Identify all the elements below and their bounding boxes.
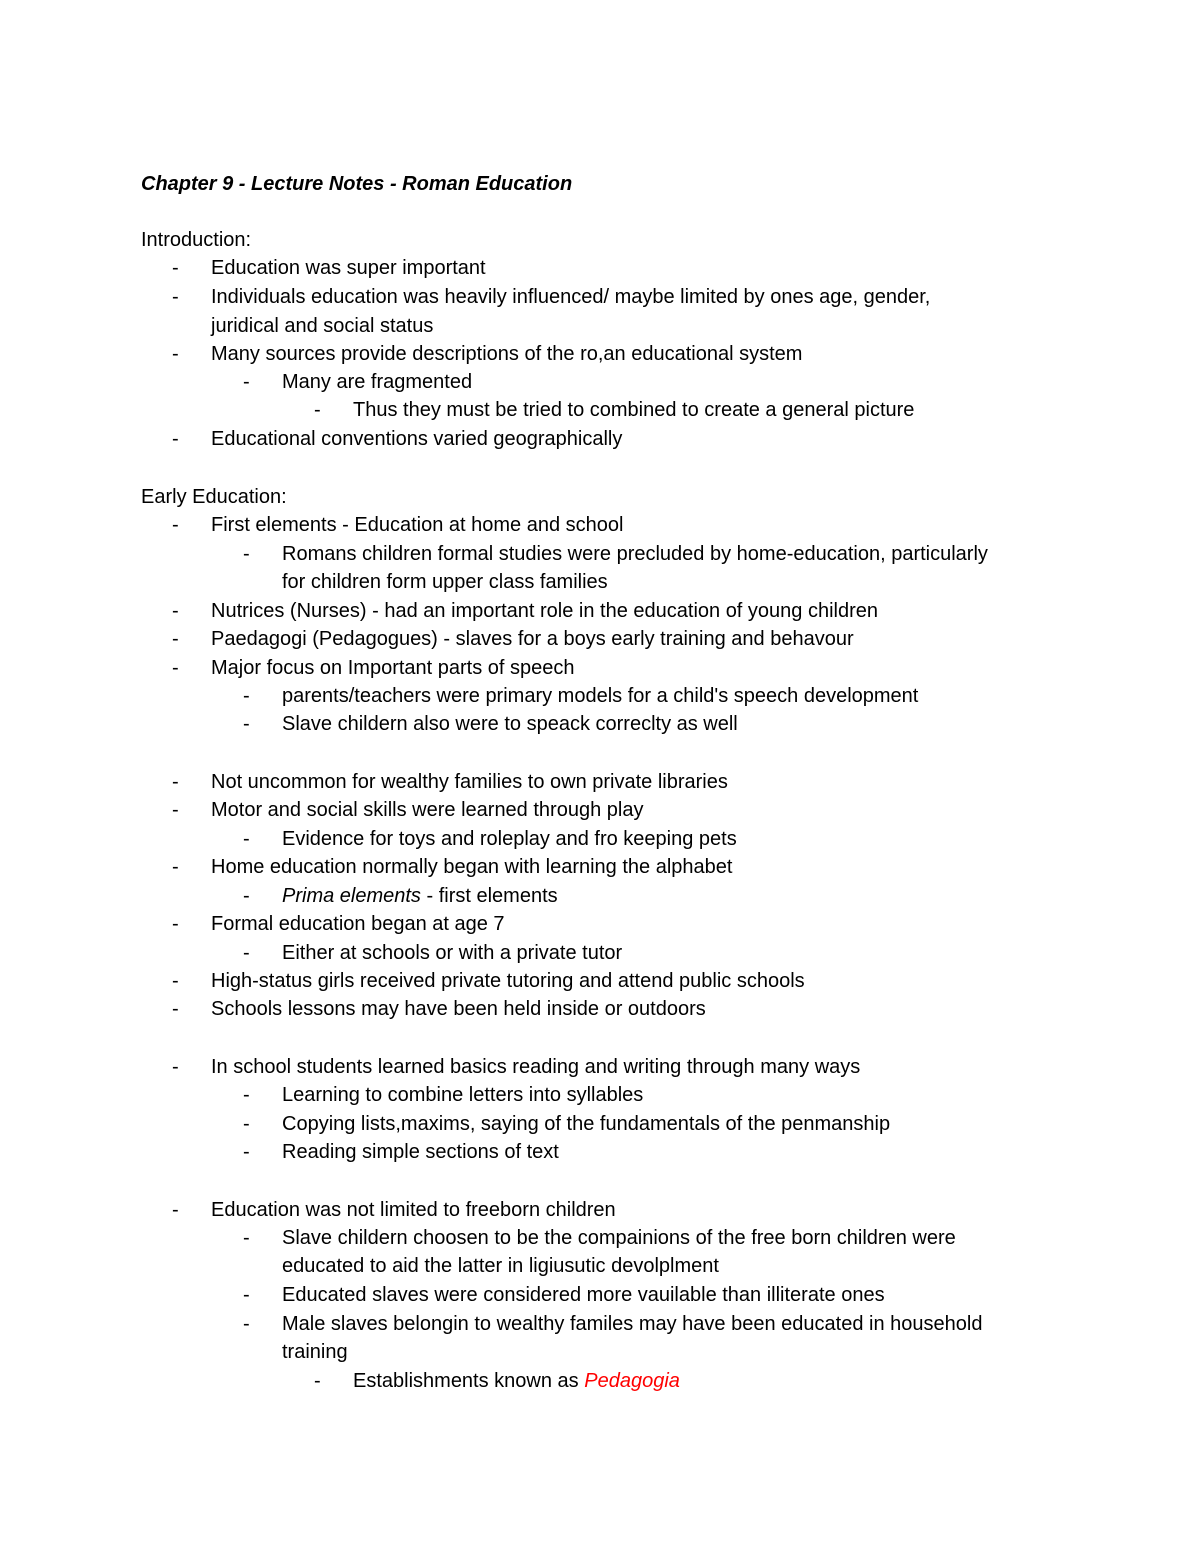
bullet-dash: - <box>243 1113 250 1135</box>
list-item-text-continued: for children form upper class families <box>282 571 608 593</box>
bullet-dash: - <box>243 828 250 850</box>
list-item-text: Individuals education was heavily influenced/ maybe limited by ones age, gender, <box>211 286 931 308</box>
list-item-text: Major focus on Important parts of speech <box>211 657 575 679</box>
bullet-dash: - <box>172 628 179 650</box>
list-item-text-continued: training <box>282 1341 348 1363</box>
bullet-dash: - <box>243 885 250 907</box>
list-item-text: Motor and social skills were learned through play <box>211 799 644 821</box>
bullet-dash: - <box>243 1227 250 1249</box>
bullet-dash: - <box>172 657 179 679</box>
bullet-dash: - <box>172 428 179 450</box>
list-item-text: In school students learned basics reading and writing through many ways <box>211 1056 861 1078</box>
document-title: Chapter 9 - Lecture Notes - Roman Education <box>141 173 573 195</box>
list-item-text: Thus they must be tried to combined to create a general picture <box>353 399 915 421</box>
bullet-dash: - <box>243 942 250 964</box>
bullet-dash: - <box>172 771 179 793</box>
bullet-dash: - <box>172 799 179 821</box>
list-item-text <box>282 883 558 909</box>
bullet-dash: - <box>172 343 179 365</box>
bullet-dash: - <box>172 286 179 308</box>
bullet-dash: - <box>243 371 250 393</box>
bullet-dash: - <box>172 1056 179 1078</box>
list-item-text: Slave childern choosen to be the compainions of the free born children were <box>282 1227 956 1249</box>
list-item-text: Nutrices (Nurses) - had an important role in the education of young children <box>211 600 879 622</box>
list-item-text: Copying lists,maxims, saying of the fundamentals of the penmanship <box>282 1113 891 1135</box>
bullet-dash: - <box>172 998 179 1020</box>
list-item-text: Reading simple sections of text <box>282 1141 559 1163</box>
list-item-text: Romans children formal studies were precluded by home-education, particularly <box>282 543 988 565</box>
bullet-dash: - <box>172 600 179 622</box>
bullet-dash: - <box>314 399 321 421</box>
bullet-dash: - <box>172 856 179 878</box>
italic-term: Prima elements <box>282 885 421 907</box>
list-item-text: High-status girls received private tutoring and attend public schools <box>211 970 805 992</box>
bullet-dash: - <box>243 1313 250 1335</box>
list-item-text-continued: juridical and social status <box>211 315 434 337</box>
bullet-dash: - <box>172 1199 179 1221</box>
bullet-dash: - <box>314 1370 321 1392</box>
list-item-text: Formal education began at age 7 <box>211 913 505 935</box>
bullet-dash: - <box>172 257 179 279</box>
list-item-text: Paedagogi (Pedagogues) - slaves for a boys early training and behavour <box>211 628 854 650</box>
bullet-dash: - <box>172 514 179 536</box>
list-item-text: Schools lessons may have been held inside or outdoors <box>211 998 706 1020</box>
section-heading-early-education: Early Education: <box>141 486 287 508</box>
list-item-text: Not uncommon for wealthy families to own private libraries <box>211 771 728 793</box>
bullet-dash: - <box>172 970 179 992</box>
list-item-text: Educated slaves were considered more vauilable than illiterate ones <box>282 1284 885 1306</box>
bullet-dash: - <box>243 1084 250 1106</box>
bullet-dash: - <box>172 913 179 935</box>
list-item-text: Male slaves belongin to wealthy familes may have been educated in household <box>282 1313 983 1335</box>
list-item-text: Educational conventions varied geographically <box>211 428 623 450</box>
list-item-text: Education was super important <box>211 257 486 279</box>
list-item-text: parents/teachers were primary models for a child's speech development <box>282 685 919 707</box>
bullet-dash: - <box>243 543 250 565</box>
list-item-text: Learning to combine letters into syllables <box>282 1084 644 1106</box>
list-item-text <box>353 1368 680 1394</box>
list-item-text: Either at schools or with a private tutor <box>282 942 623 964</box>
term-definition: - first elements <box>420 885 558 907</box>
bullet-dash: - <box>243 685 250 707</box>
list-item-text: Evidence for toys and roleplay and fro keeping pets <box>282 828 737 850</box>
highlighted-term: Pedagogia <box>584 1370 680 1392</box>
bullet-dash: - <box>243 1141 250 1163</box>
list-item-text-continued: educated to aid the latter in ligiusutic devolplment <box>282 1255 719 1277</box>
list-item-text: Many sources provide descriptions of the ro,an educational system <box>211 343 803 365</box>
section-heading-introduction: Introduction: <box>141 229 252 251</box>
list-item-text: Home education normally began with learning the alphabet <box>211 856 733 878</box>
list-item-text: Slave childern also were to speack correclty as well <box>282 713 738 735</box>
list-item-text: First elements - Education at home and school <box>211 514 624 536</box>
list-item-text: Education was not limited to freeborn children <box>211 1199 616 1221</box>
establishments-label: Establishments known as <box>353 1370 585 1392</box>
list-item-text: Many are fragmented <box>282 371 473 393</box>
bullet-dash: - <box>243 713 250 735</box>
bullet-dash: - <box>243 1284 250 1306</box>
